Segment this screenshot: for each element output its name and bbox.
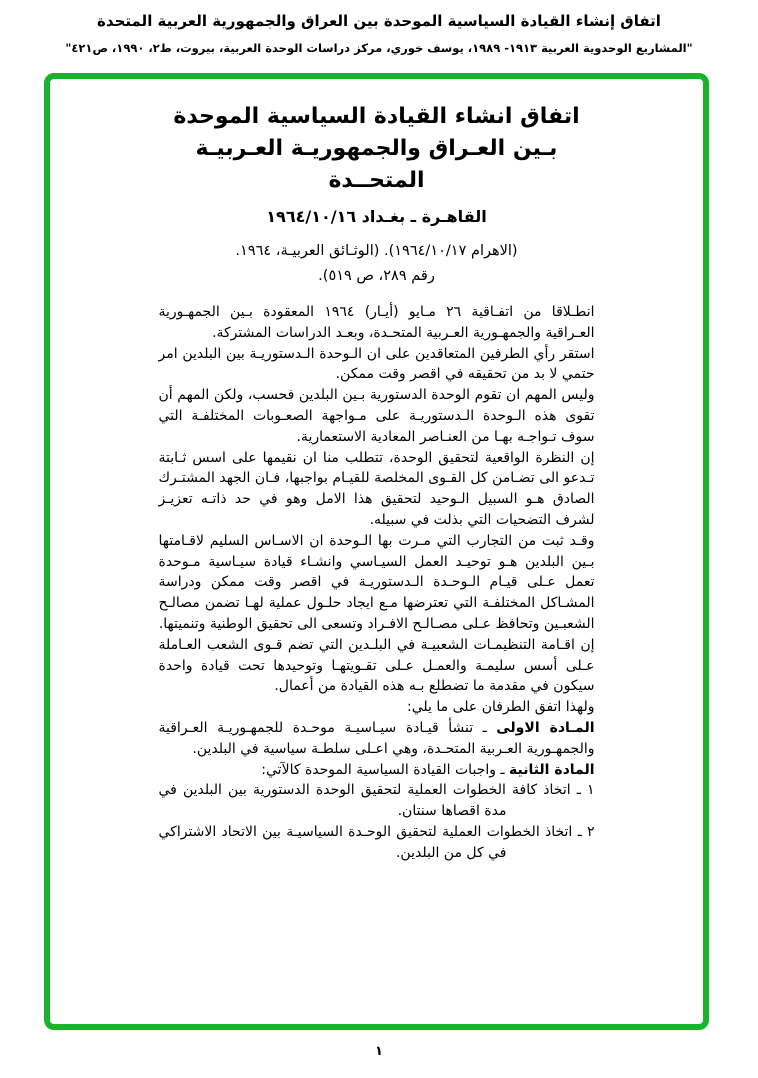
document-subtitle-date: القاهـرة ـ بغـداد ١٦‏/١٠‏/١٩٦٤ xyxy=(266,207,487,226)
paragraph: إن اقـامة التنظيمـات الشعبيـة في البلـدين التي تضم قـوى الشعب العـاملة عـلى أسس سليمـة والعمـل عـلى تقـويتهـا وتوحيدها تحت قيادة واحدة سيكون في مقدمة ما تضطلع بـه هذه القيادة من أعمال. xyxy=(158,636,595,695)
document-header xyxy=(0,12,758,55)
paragraph: وقـد ثبت من التجارب التي مـرت بها الـوحدة ان الاسـاس السليم لاقـامتها بـين البلدين هـو توحيـد العمل السيـاسي وانشـاء قيادة سيـاسية مـوحدة تعمل عـلى قيـام الـوحـدة الـدستوريـة في اقصر وقت ممكن ودراسة المشـاكل المختلفـة التي تعترضها مـع ايجاد حلـول عملية لهـا تضمن مصالـح الشعبـين وتحافظ عـلى مصـالـح الافـراد وتسعى الى تحقيق الوطنية وتنميتها. xyxy=(158,532,595,632)
paragraph: انطـلاقا من اتفـاقية ٢٦ مـايو (أيـار) ١٩٦٤ المعقودة بـين الجمهـورية العـراقية والجمهـورية العـربية المتحـدة، وبعـد الدراسات المشتركة. xyxy=(158,304,595,341)
source-citation-line-1: (الاهرام ١٧‏/١٠‏/١٩٦٤). (الوثـائق العربيـة، ١٩٦٤. xyxy=(235,243,518,259)
paragraph: ولهذا اتفق الطرفان على ما يلي: xyxy=(407,699,595,716)
page-number: ١ xyxy=(375,1044,383,1059)
paragraph: وليس المهم ان تقوم الوحدة الدستورية بـين البلدين فحسب، ولكن المهم أن تقوى هذه الـوحدة الـدستوريـة على مـواجهة الصعـوبات المختلفـة التي سوف تـواجـه بهـا من العنـاصر المعادية الاستعمارية. xyxy=(158,387,595,445)
document-body-text xyxy=(142,302,612,864)
paragraph: إن النظرة الواقعية لتحقيق الوحدة، تتطلب منا ان نقيمها على اسس ثـابتة تـدعو الى تضـامن كل القـوى المخلصة للقيـام بواجبها، فـان الجهد المشتـرك الصادق هـو السبيل الـوحيد لتحقيق هذا الامل وهو في حد ذاتـه تعزيـز لشرف التضحيات التي بذلت في سبيله. xyxy=(158,449,595,528)
article-1 xyxy=(159,718,595,760)
article-2-text: ـ واجبات القيادة السياسية الموحدة كالآتي: xyxy=(261,761,509,778)
numbered-item-2: ٢ ـ اتخاذ الخطوات العملية لتحقيق الوحـدة السياسيـة بين الاتحاد الاشتراكي في كل من البلدين. xyxy=(158,823,595,861)
article-1-label: المـادة الاولى xyxy=(496,719,595,736)
article-2-label: المادة الثانية xyxy=(508,761,595,778)
source-citation xyxy=(142,239,612,289)
article-2 xyxy=(159,760,595,781)
header-source-citation: "المشاريع الوحدوية العربية ١٩١٣- ١٩٨٩، يوسف خوري، مركز دراسات الوحدة العربية، بيروت، ط٢، ١٩٩٠، ص٤٢١" xyxy=(65,41,693,55)
header-title: اتفاق إنشاء القيادة السياسية الموحدة بين العراق والجمهورية العربية المتحدة xyxy=(97,12,661,30)
document-title-line-1: اتفاق انشاء القيادة السياسية الموحدة xyxy=(173,104,580,129)
source-citation-line-2: رقم ٢٨٩، ص ٥١٩). xyxy=(318,268,435,284)
document-title-line-2: بـين العـراق والجمهوريـة العـربيـة xyxy=(195,136,558,161)
green-frame xyxy=(44,73,709,1030)
paragraph: استقر رأي الطرفين المتعاقدين على ان الـوحدة الـدستوريـة بين البلدين امر حتمي لا بد من تحقيقه في اقصر وقت ممكن. xyxy=(158,345,595,383)
numbered-item-1: ١ ـ اتخاذ كافة الخطوات العملية لتحقيق الوحدة الدستورية بين البلدين في مدة اقصاها سنتان. xyxy=(158,782,595,820)
document-title-line-3: المتحــدة xyxy=(328,168,425,193)
document-content xyxy=(142,79,612,864)
article-1-text: ـ تنشأ قيـادة سيـاسيـة موحـدة للجمهـوريـة العـراقية والجمهـورية العـربية المتحـدة، وهي اعـلى سلطـة سياسية في البلدين. xyxy=(158,719,595,757)
document-title xyxy=(142,101,612,197)
